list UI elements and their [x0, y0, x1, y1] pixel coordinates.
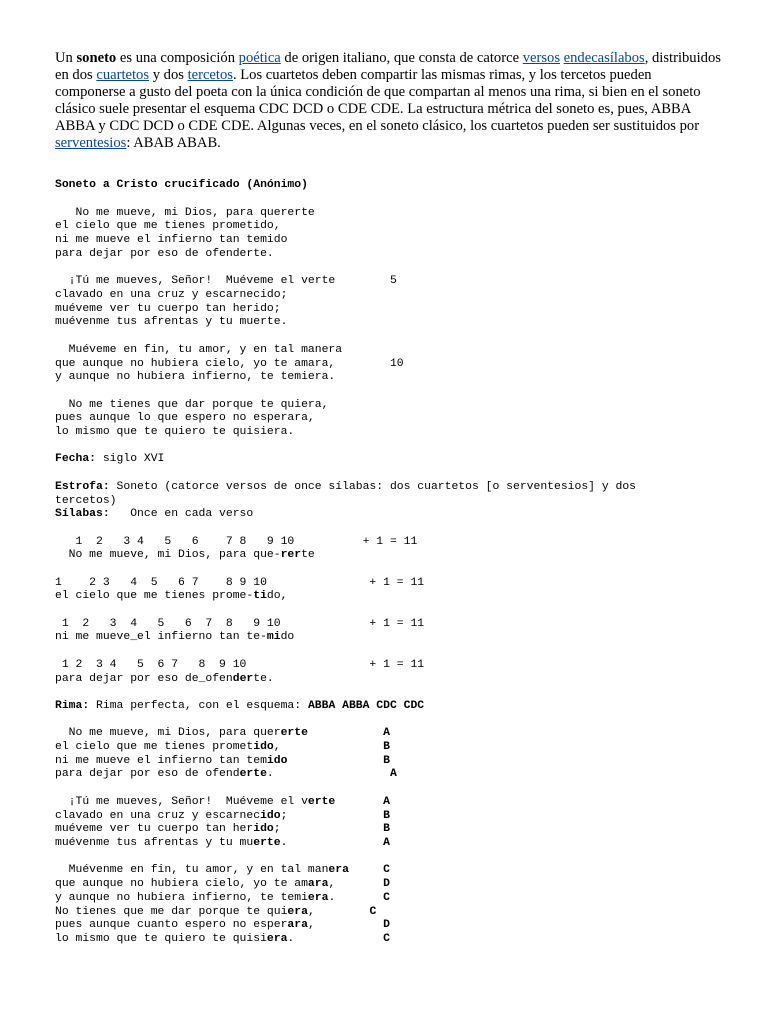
- rhyme-letter: B: [383, 754, 390, 767]
- intro-text: . Los cuartetos deben compartir las mismas rimas, y los tercetos pueden componerse a gusto del poeta con la única condición de que compartan al menos una rima, si bien en el soneto clásico suele presentar el esquema CDC DCD o CDE CDE. La estructura métrica del soneto es, pues, ABBA ABBA y CDC DCD o CDE CDE. Algunas veces, en el soneto clásico, los cuartetos pueden ser sustituidos por: [55, 67, 701, 134]
- rhyme-ending: erte: [307, 795, 336, 808]
- rhyme-letter: A: [389, 768, 397, 781]
- rhyme-line: [55, 837, 390, 849]
- rhyme-letter: B: [383, 809, 390, 822]
- verse-text-end: do: [280, 631, 295, 644]
- rhyme-ending: erte: [280, 727, 308, 740]
- rhyme-letter: C: [383, 891, 390, 904]
- rhyme-analysis: [55, 727, 725, 946]
- rhyme-line: [55, 796, 390, 808]
- poem-line: pues aunque lo que espero no esperara,: [55, 412, 315, 425]
- estrofa-value: Soneto (catorce versos de once sílabas: dos cuartetos [o serventesios] y dos: [109, 480, 637, 493]
- stressed-syllable: rer: [280, 549, 302, 562]
- rhyme-verse-punct: .: [280, 836, 384, 849]
- rhyme-line: [55, 933, 390, 945]
- rhyme-verse-text: No tienes que me dar porque te qui: [55, 905, 288, 918]
- rhyme-letter: C: [369, 905, 377, 918]
- rhyme-verse-text: ni me mueve el infierno tan tem: [55, 754, 267, 767]
- rhyme-line: [55, 810, 390, 822]
- rhyme-verse-text: lo mismo que te quiero te quisi: [55, 932, 267, 945]
- rhyme-verse-text: muévenme tus afrentas y tu mu: [55, 836, 254, 849]
- poem-line: para dejar por eso de ofenderte.: [55, 247, 274, 260]
- intro-text: de origen italiano, que consta de catorce: [280, 50, 523, 66]
- rhyme-letter: D: [383, 878, 390, 891]
- rhyme-ending: ara: [307, 878, 329, 891]
- intro-text: es una composición: [116, 50, 239, 66]
- rhyme-letter: A: [383, 727, 390, 740]
- rhyme-letter: B: [383, 823, 390, 836]
- rhyme-ending: erte: [253, 836, 281, 849]
- syllable-numbers: 1 2 3 4 5 6 7 8 9 10 + 1 = 11: [55, 535, 418, 548]
- rhyme-verse-text: Muévenme en fin, tu amor, y en tal man: [55, 864, 329, 877]
- rhyme-verse-text: No me mueve, mi Dios, para quer: [55, 727, 281, 740]
- rhyme-verse-punct: ;: [273, 823, 384, 836]
- poem-line: ni me mueve el infierno tan temido: [55, 234, 288, 247]
- soneto-term: soneto: [76, 50, 117, 66]
- rhyme-verse-punct: [349, 864, 383, 876]
- poem-line: ¡Tú me mueves, Señor! Muéveme el verte 5: [55, 275, 397, 288]
- rhyme-ending: ara: [287, 919, 308, 932]
- verse-text-end: te.: [253, 672, 274, 685]
- rhyme-line: [55, 864, 390, 876]
- silabas-label: Sílabas:: [55, 508, 110, 521]
- poem-line: que aunque no hubiera cielo, yo te amara, 10: [55, 357, 404, 370]
- rima-line: [55, 700, 725, 714]
- poem-line: y aunque no hubiera infierno, te temiera.: [55, 371, 336, 384]
- rhyme-verse-punct: ,: [273, 741, 384, 754]
- rhyme-letter: C: [383, 932, 390, 945]
- link-tercetos[interactable]: tercetos: [187, 67, 233, 83]
- link-serventesios[interactable]: serventesios: [55, 135, 127, 151]
- document-body: [55, 50, 725, 947]
- scansion-verse: [55, 618, 725, 645]
- verse-text: para dejar por eso de_ofen: [55, 672, 233, 685]
- rhyme-verse-text: clavado en una cruz y escarnec: [55, 809, 261, 822]
- verse-text: ni me mueve_el infierno tan te-: [55, 631, 267, 644]
- poem-line: el cielo que me tienes prometido,: [55, 220, 281, 233]
- link-cuartetos[interactable]: cuartetos: [96, 67, 150, 83]
- silabas-value: Once en cada verso: [109, 508, 254, 521]
- rhyme-verse-text: y aunque no hubiera infierno, te temi: [55, 891, 308, 904]
- scansion-verse: [55, 536, 725, 563]
- syllable-numbers: 1 2 3 4 5 6 7 8 9 10 + 1 = 11: [55, 617, 425, 630]
- rhyme-ending: ido: [266, 754, 288, 767]
- rhyme-line: [55, 727, 390, 739]
- rhyme-verse-punct: [335, 796, 383, 808]
- poem-line: No me mueve, mi Dios, para quererte: [55, 206, 315, 219]
- stressed-syllable: ti: [253, 590, 267, 603]
- rhyme-ending: ido: [260, 809, 281, 822]
- rhyme-verse-text: que aunque no hubiera cielo, yo te am: [55, 878, 308, 891]
- poem-line: Muéveme en fin, tu amor, y en tal manera: [55, 343, 343, 356]
- intro-text: , distribuidos en dos: [55, 50, 721, 83]
- link-versos[interactable]: versos: [522, 50, 560, 66]
- poem-line: lo mismo que te quiero te quisiera.: [55, 426, 295, 439]
- scansion-block: [55, 536, 725, 687]
- intro-paragraph: [55, 50, 725, 152]
- link-endecasilabos[interactable]: endecasílabos: [563, 50, 645, 66]
- rhyme-ending: erte: [239, 768, 267, 781]
- rhyme-line: [55, 906, 376, 918]
- rhyme-ending: era: [328, 864, 349, 877]
- rhyme-letter: A: [383, 795, 390, 808]
- rhyme-ending: era: [287, 905, 308, 918]
- rhyme-verse-text: para dejar por eso de ofend: [55, 768, 240, 781]
- verse-text-end: te: [301, 549, 315, 562]
- syllable-numbers: 1 2 3 4 5 6 7 8 9 10 + 1 = 11: [55, 658, 425, 671]
- rhyme-verse-punct: [308, 727, 383, 739]
- intro-text: Un: [55, 50, 77, 66]
- rhyme-letter: B: [383, 741, 390, 754]
- poem-title-text: Soneto a Cristo crucificado (Anónimo): [55, 179, 308, 192]
- intro-text: : ABAB ABAB.: [126, 135, 221, 151]
- rhyme-verse-punct: .: [266, 768, 390, 781]
- poem-text: [55, 207, 725, 440]
- stressed-syllable: der: [232, 672, 254, 685]
- rhyme-letter: A: [383, 836, 390, 849]
- rhyme-verse-punct: ,: [328, 878, 384, 891]
- poem-line: muéveme ver tu cuerpo tan herido;: [55, 302, 281, 315]
- rhyme-verse-text: ¡Tú me mueves, Señor! Muéveme el v: [55, 795, 308, 808]
- rhyme-verse-punct: [287, 755, 383, 767]
- rima-text: Rima perfecta, con el esquema:: [89, 699, 308, 712]
- rhyme-line: [55, 919, 390, 931]
- rhyme-ending: ido: [253, 823, 274, 836]
- rhyme-line: [55, 823, 390, 835]
- rhyme-ending: era: [266, 932, 288, 945]
- stressed-syllable: mi: [266, 631, 281, 644]
- rhyme-verse-punct: ,: [307, 919, 384, 932]
- rhyme-line: [55, 892, 390, 904]
- rhyme-ending: era: [307, 891, 329, 904]
- estrofa-value-cont: tercetos): [55, 494, 117, 507]
- rima-scheme: ABBA ABBA CDC CDC: [307, 699, 425, 712]
- rhyme-verse-punct: .: [328, 891, 384, 904]
- verse-text-end: do,: [266, 590, 288, 603]
- rhyme-line: [55, 755, 390, 767]
- rhyme-verse-text: el cielo que me tienes promet: [55, 741, 254, 754]
- scansion-verse: [55, 659, 725, 686]
- poem-line: muévenme tus afrentas y tu muerte.: [55, 316, 288, 329]
- rhyme-verse-punct: ;: [280, 809, 384, 822]
- poem-line: clavado en una cruz y escarnecido;: [55, 288, 288, 301]
- rhyme-line: [55, 878, 390, 890]
- fecha-label: Fecha:: [55, 453, 97, 466]
- rima-label: Rima:: [55, 699, 90, 712]
- rhyme-line: [55, 768, 397, 780]
- verse-text: el cielo que me tienes prome-: [55, 590, 254, 603]
- rhyme-verse-text: muéveme ver tu cuerpo tan her: [55, 823, 254, 836]
- link-poetica[interactable]: poética: [238, 50, 281, 66]
- rhyme-verse-punct: .: [287, 932, 384, 945]
- rhyme-letter: C: [383, 864, 390, 877]
- poem-line: No me tienes que dar porque te quiera,: [55, 398, 329, 411]
- rhyme-line: [55, 741, 390, 753]
- silabas-line: [55, 508, 725, 522]
- rhyme-verse-punct: ,: [307, 905, 370, 918]
- intro-text: y dos: [149, 67, 188, 83]
- estrofa-line: [55, 481, 725, 508]
- rhyme-verse-text: pues aunque cuanto espero no esper: [55, 919, 288, 932]
- estrofa-label: Estrofa:: [55, 480, 110, 493]
- verse-text: No me mueve, mi Dios, para que-: [55, 549, 281, 562]
- rhyme-ending: ido: [253, 741, 274, 754]
- rhyme-letter: D: [383, 919, 390, 932]
- scansion-verse: [55, 577, 725, 604]
- fecha-line: [55, 453, 725, 467]
- syllable-numbers: 1 2 3 4 5 6 7 8 9 10 + 1 = 11: [55, 576, 425, 589]
- fecha-value: siglo XVI: [96, 453, 165, 466]
- poem-title: [55, 179, 725, 193]
